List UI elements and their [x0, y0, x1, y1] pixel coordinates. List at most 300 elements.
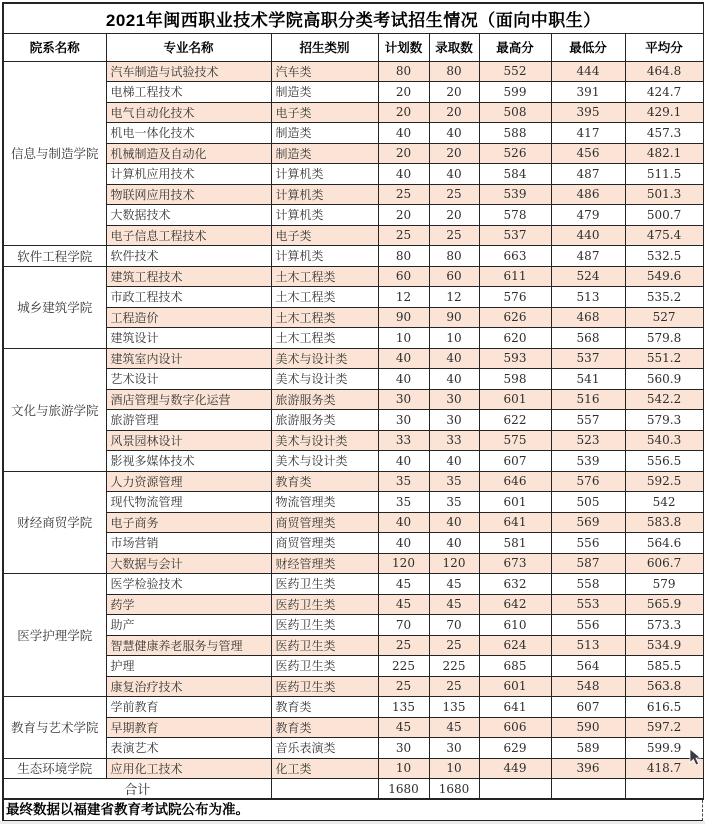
admitted-cell: 135 — [429, 697, 479, 718]
major-cell: 康复治疗技术 — [106, 676, 271, 697]
min-score-cell: 576 — [551, 471, 625, 492]
max-score-cell: 620 — [479, 328, 551, 349]
major-cell: 工程造价 — [106, 307, 271, 328]
max-score-cell: 552 — [479, 61, 551, 82]
table-row — [3, 287, 703, 308]
admitted-cell: 25 — [429, 225, 479, 246]
avg-score-cell: 464.8 — [625, 61, 703, 82]
category-cell: 电子类 — [271, 102, 378, 123]
college-cell: 生态环境学院 — [3, 758, 106, 779]
max-score-cell: 578 — [479, 205, 551, 226]
admitted-cell: 20 — [429, 205, 479, 226]
category-cell: 医药卫生类 — [271, 635, 378, 656]
plan-cell: 30 — [378, 738, 429, 759]
avg-score-cell: 573.3 — [625, 615, 703, 636]
category-cell: 制造类 — [271, 82, 378, 103]
major-cell: 机械制造及自动化 — [106, 143, 271, 164]
admitted-cell: 45 — [429, 594, 479, 615]
avg-score-cell: 579.8 — [625, 328, 703, 349]
table-row — [3, 225, 703, 246]
table-row — [3, 717, 703, 738]
category-cell: 土木工程类 — [271, 266, 378, 287]
min-score-cell: 607 — [551, 697, 625, 718]
major-cell: 药学 — [106, 594, 271, 615]
min-score-cell: 587 — [551, 553, 625, 574]
table-row — [3, 512, 703, 533]
table-row — [3, 410, 703, 431]
min-score-cell: 487 — [551, 246, 625, 267]
max-score-cell: 607 — [479, 451, 551, 472]
avg-score-cell: 527 — [625, 307, 703, 328]
col-header-max: 最高分 — [479, 33, 551, 61]
admitted-cell: 10 — [429, 758, 479, 779]
max-score-cell: 598 — [479, 369, 551, 390]
major-cell: 电子商务 — [106, 512, 271, 533]
col-header-avg: 平均分 — [625, 33, 703, 61]
min-score-cell: 590 — [551, 717, 625, 738]
admitted-cell: 40 — [429, 348, 479, 369]
plan-cell: 225 — [378, 656, 429, 677]
major-cell: 物联网应用技术 — [106, 184, 271, 205]
category-cell: 旅游服务类 — [271, 410, 378, 431]
admitted-cell: 20 — [429, 143, 479, 164]
avg-score-cell: 418.7 — [625, 758, 703, 779]
total-max-cell — [479, 779, 551, 800]
avg-score-cell: 501.3 — [625, 184, 703, 205]
header-row — [3, 33, 703, 61]
table-row — [3, 635, 703, 656]
college-cell: 信息与制造学院 — [3, 61, 106, 246]
title-row — [3, 3, 703, 33]
max-score-cell: 601 — [479, 676, 551, 697]
table-row — [3, 615, 703, 636]
max-score-cell: 646 — [479, 471, 551, 492]
plan-cell: 45 — [378, 574, 429, 595]
table-row — [3, 676, 703, 697]
category-cell: 教育类 — [271, 471, 378, 492]
min-score-cell: 440 — [551, 225, 625, 246]
max-score-cell: 622 — [479, 410, 551, 431]
table-row — [3, 451, 703, 472]
admitted-cell: 45 — [429, 717, 479, 738]
category-cell: 教育类 — [271, 717, 378, 738]
total-label-cell: 合计 — [3, 779, 271, 800]
plan-cell: 20 — [378, 205, 429, 226]
table-row — [3, 533, 703, 554]
admitted-cell: 80 — [429, 246, 479, 267]
min-score-cell: 537 — [551, 348, 625, 369]
max-score-cell: 629 — [479, 738, 551, 759]
admitted-cell: 120 — [429, 553, 479, 574]
max-score-cell: 624 — [479, 635, 551, 656]
avg-score-cell: 534.9 — [625, 635, 703, 656]
major-cell: 建筑室内设计 — [106, 348, 271, 369]
min-score-cell: 553 — [551, 594, 625, 615]
table-row — [3, 82, 703, 103]
min-score-cell: 589 — [551, 738, 625, 759]
min-score-cell: 396 — [551, 758, 625, 779]
table-row — [3, 430, 703, 451]
table-row — [3, 492, 703, 513]
plan-cell: 40 — [378, 451, 429, 472]
admitted-cell: 30 — [429, 738, 479, 759]
avg-score-cell: 585.5 — [625, 656, 703, 677]
college-cell: 医学护理学院 — [3, 574, 106, 697]
major-cell: 艺术设计 — [106, 369, 271, 390]
avg-score-cell: 500.7 — [625, 205, 703, 226]
max-score-cell: 588 — [479, 123, 551, 144]
table-row — [3, 594, 703, 615]
category-cell: 土木工程类 — [271, 287, 378, 308]
category-cell: 美术与设计类 — [271, 369, 378, 390]
avg-score-cell: 429.1 — [625, 102, 703, 123]
avg-score-cell: 542.2 — [625, 389, 703, 410]
major-cell: 市政工程技术 — [106, 287, 271, 308]
avg-score-cell: 592.5 — [625, 471, 703, 492]
max-score-cell: 642 — [479, 594, 551, 615]
max-score-cell: 601 — [479, 389, 551, 410]
category-cell: 音乐表演类 — [271, 738, 378, 759]
admission-table — [2, 2, 704, 800]
min-score-cell: 487 — [551, 164, 625, 185]
plan-cell: 20 — [378, 102, 429, 123]
major-cell: 现代物流管理 — [106, 492, 271, 513]
max-score-cell: 606 — [479, 717, 551, 738]
avg-score-cell: 556.5 — [625, 451, 703, 472]
admitted-cell: 225 — [429, 656, 479, 677]
plan-cell: 135 — [378, 697, 429, 718]
college-cell: 财经商贸学院 — [3, 471, 106, 574]
major-cell: 风景园林设计 — [106, 430, 271, 451]
table-body — [3, 61, 703, 779]
major-cell: 大数据技术 — [106, 205, 271, 226]
major-cell: 智慧健康养老服务与管理 — [106, 635, 271, 656]
min-score-cell: 505 — [551, 492, 625, 513]
min-score-cell: 568 — [551, 328, 625, 349]
table-row — [3, 389, 703, 410]
avg-score-cell: 579.3 — [625, 410, 703, 431]
plan-cell: 20 — [378, 143, 429, 164]
min-score-cell: 539 — [551, 451, 625, 472]
category-cell: 美术与设计类 — [271, 430, 378, 451]
footnote-text: 最终数据以福建省教育考试院公布为准。 — [2, 800, 703, 821]
category-cell: 美术与设计类 — [271, 348, 378, 369]
college-cell: 文化与旅游学院 — [3, 348, 106, 471]
max-score-cell: 537 — [479, 225, 551, 246]
max-score-cell: 641 — [479, 697, 551, 718]
plan-cell: 60 — [378, 266, 429, 287]
plan-cell: 70 — [378, 615, 429, 636]
table-row — [3, 184, 703, 205]
min-score-cell: 486 — [551, 184, 625, 205]
avg-score-cell: 583.8 — [625, 512, 703, 533]
avg-score-cell: 532.5 — [625, 246, 703, 267]
major-cell: 影视多媒体技术 — [106, 451, 271, 472]
major-cell: 建筑工程技术 — [106, 266, 271, 287]
table-row — [3, 758, 703, 779]
category-cell: 旅游服务类 — [271, 389, 378, 410]
plan-cell: 45 — [378, 717, 429, 738]
plan-cell: 40 — [378, 348, 429, 369]
major-cell: 大数据与会计 — [106, 553, 271, 574]
min-score-cell: 417 — [551, 123, 625, 144]
plan-cell: 30 — [378, 410, 429, 431]
max-score-cell: 599 — [479, 82, 551, 103]
min-score-cell: 556 — [551, 533, 625, 554]
min-score-cell: 513 — [551, 287, 625, 308]
avg-score-cell: 564.6 — [625, 533, 703, 554]
max-score-cell: 508 — [479, 102, 551, 123]
table-row — [3, 164, 703, 185]
college-cell: 软件工程学院 — [3, 246, 106, 267]
major-cell: 应用化工技术 — [106, 758, 271, 779]
plan-cell: 25 — [378, 676, 429, 697]
plan-cell: 35 — [378, 492, 429, 513]
admitted-cell: 25 — [429, 184, 479, 205]
table-row — [3, 143, 703, 164]
category-cell: 教育类 — [271, 697, 378, 718]
admitted-cell: 40 — [429, 533, 479, 554]
admitted-cell: 80 — [429, 61, 479, 82]
admitted-cell: 30 — [429, 410, 479, 431]
major-cell: 电气自动化技术 — [106, 102, 271, 123]
category-cell: 制造类 — [271, 143, 378, 164]
avg-score-cell: 616.5 — [625, 697, 703, 718]
avg-score-cell: 599.9 — [625, 738, 703, 759]
major-cell: 表演艺术 — [106, 738, 271, 759]
col-header-category: 招生类别 — [271, 33, 378, 61]
avg-score-cell: 560.9 — [625, 369, 703, 390]
major-cell: 电梯工程技术 — [106, 82, 271, 103]
category-cell: 商贸管理类 — [271, 512, 378, 533]
table-row — [3, 123, 703, 144]
category-cell: 制造类 — [271, 123, 378, 144]
table-row — [3, 307, 703, 328]
max-score-cell: 576 — [479, 287, 551, 308]
major-cell: 建筑设计 — [106, 328, 271, 349]
min-score-cell: 541 — [551, 369, 625, 390]
min-score-cell: 556 — [551, 615, 625, 636]
category-cell: 汽车类 — [271, 61, 378, 82]
college-cell: 教育与艺术学院 — [3, 697, 106, 759]
total-plan-cell: 1680 — [378, 779, 429, 800]
category-cell: 医药卫生类 — [271, 574, 378, 595]
major-cell: 计算机应用技术 — [106, 164, 271, 185]
max-score-cell: 673 — [479, 553, 551, 574]
max-score-cell: 632 — [479, 574, 551, 595]
avg-score-cell: 475.4 — [625, 225, 703, 246]
category-cell: 计算机类 — [271, 184, 378, 205]
min-score-cell: 524 — [551, 266, 625, 287]
plan-cell: 90 — [378, 307, 429, 328]
category-cell: 医药卫生类 — [271, 615, 378, 636]
major-cell: 医学检验技术 — [106, 574, 271, 595]
category-cell: 土木工程类 — [271, 307, 378, 328]
col-header-admitted: 录取数 — [429, 33, 479, 61]
min-score-cell: 479 — [551, 205, 625, 226]
total-min-cell — [551, 779, 625, 800]
avg-score-cell: 606.7 — [625, 553, 703, 574]
major-cell: 护理 — [106, 656, 271, 677]
category-cell: 财经管理类 — [271, 553, 378, 574]
plan-cell: 40 — [378, 533, 429, 554]
min-score-cell: 391 — [551, 82, 625, 103]
category-cell: 计算机类 — [271, 205, 378, 226]
major-cell: 旅游管理 — [106, 410, 271, 431]
avg-score-cell: 540.3 — [625, 430, 703, 451]
max-score-cell: 663 — [479, 246, 551, 267]
table-row — [3, 738, 703, 759]
table-row — [3, 656, 703, 677]
plan-cell: 33 — [378, 430, 429, 451]
plan-cell: 45 — [378, 594, 429, 615]
avg-score-cell: 457.3 — [625, 123, 703, 144]
admitted-cell: 20 — [429, 82, 479, 103]
min-score-cell: 557 — [551, 410, 625, 431]
major-cell: 市场营销 — [106, 533, 271, 554]
admitted-cell: 40 — [429, 369, 479, 390]
major-cell: 学前教育 — [106, 697, 271, 718]
max-score-cell: 685 — [479, 656, 551, 677]
col-header-plan: 计划数 — [378, 33, 429, 61]
admitted-cell: 60 — [429, 266, 479, 287]
min-score-cell: 444 — [551, 61, 625, 82]
major-cell: 软件技术 — [106, 246, 271, 267]
category-cell: 计算机类 — [271, 164, 378, 185]
min-score-cell: 548 — [551, 676, 625, 697]
max-score-cell: 449 — [479, 758, 551, 779]
plan-cell: 10 — [378, 758, 429, 779]
major-cell: 助产 — [106, 615, 271, 636]
category-cell: 电子类 — [271, 225, 378, 246]
category-cell: 医药卫生类 — [271, 676, 378, 697]
major-cell: 人力资源管理 — [106, 471, 271, 492]
plan-cell: 80 — [378, 246, 429, 267]
admitted-cell: 40 — [429, 164, 479, 185]
category-cell: 计算机类 — [271, 246, 378, 267]
max-score-cell: 641 — [479, 512, 551, 533]
max-score-cell: 575 — [479, 430, 551, 451]
admitted-cell: 12 — [429, 287, 479, 308]
max-score-cell: 601 — [479, 492, 551, 513]
admitted-cell: 20 — [429, 102, 479, 123]
avg-score-cell: 549.6 — [625, 266, 703, 287]
admitted-cell: 30 — [429, 389, 479, 410]
admitted-cell: 40 — [429, 451, 479, 472]
total-category-cell — [271, 779, 378, 800]
admitted-cell: 35 — [429, 471, 479, 492]
admitted-cell: 10 — [429, 328, 479, 349]
max-score-cell: 526 — [479, 143, 551, 164]
plan-cell: 40 — [378, 164, 429, 185]
category-cell: 土木工程类 — [271, 328, 378, 349]
plan-cell: 40 — [378, 512, 429, 533]
category-cell: 化工类 — [271, 758, 378, 779]
plan-cell: 120 — [378, 553, 429, 574]
page-title: 2021年闽西职业技术学院高职分类考试招生情况（面向中职生） — [3, 3, 703, 33]
category-cell: 医药卫生类 — [271, 656, 378, 677]
min-score-cell: 523 — [551, 430, 625, 451]
admitted-cell: 45 — [429, 574, 479, 595]
major-cell: 酒店管理与数字化运营 — [106, 389, 271, 410]
plan-cell: 20 — [378, 82, 429, 103]
avg-score-cell: 565.9 — [625, 594, 703, 615]
col-header-college: 院系名称 — [3, 33, 106, 61]
total-avg-cell — [625, 779, 703, 800]
max-score-cell: 593 — [479, 348, 551, 369]
category-cell: 美术与设计类 — [271, 451, 378, 472]
total-row — [3, 779, 703, 800]
category-cell: 医药卫生类 — [271, 594, 378, 615]
min-score-cell: 558 — [551, 574, 625, 595]
college-cell: 城乡建筑学院 — [3, 266, 106, 348]
admitted-cell: 40 — [429, 123, 479, 144]
avg-score-cell: 551.2 — [625, 348, 703, 369]
avg-score-cell: 563.8 — [625, 676, 703, 697]
table-row — [3, 369, 703, 390]
table-row — [3, 471, 703, 492]
plan-cell: 12 — [378, 287, 429, 308]
avg-score-cell: 597.2 — [625, 717, 703, 738]
avg-score-cell: 542 — [625, 492, 703, 513]
table-row — [3, 61, 703, 82]
major-cell: 早期教育 — [106, 717, 271, 738]
plan-cell: 80 — [378, 61, 429, 82]
major-cell: 汽车制造与试验技术 — [106, 61, 271, 82]
table-row — [3, 266, 703, 287]
plan-cell: 40 — [378, 123, 429, 144]
admitted-cell: 90 — [429, 307, 479, 328]
max-score-cell: 626 — [479, 307, 551, 328]
avg-score-cell: 535.2 — [625, 287, 703, 308]
min-score-cell: 456 — [551, 143, 625, 164]
max-score-cell: 584 — [479, 164, 551, 185]
plan-cell: 25 — [378, 184, 429, 205]
min-score-cell: 564 — [551, 656, 625, 677]
avg-score-cell: 424.7 — [625, 82, 703, 103]
plan-cell: 10 — [378, 328, 429, 349]
admitted-cell: 25 — [429, 635, 479, 656]
admitted-cell: 25 — [429, 676, 479, 697]
admitted-cell: 33 — [429, 430, 479, 451]
min-score-cell: 513 — [551, 635, 625, 656]
avg-score-cell: 579 — [625, 574, 703, 595]
plan-cell: 25 — [378, 225, 429, 246]
table-row — [3, 205, 703, 226]
col-header-min: 最低分 — [551, 33, 625, 61]
plan-cell: 25 — [378, 635, 429, 656]
max-score-cell: 610 — [479, 615, 551, 636]
plan-cell: 30 — [378, 389, 429, 410]
major-cell: 机电一体化技术 — [106, 123, 271, 144]
min-score-cell: 468 — [551, 307, 625, 328]
total-admitted-cell: 1680 — [429, 779, 479, 800]
admitted-cell: 35 — [429, 492, 479, 513]
min-score-cell: 569 — [551, 512, 625, 533]
plan-cell: 35 — [378, 471, 429, 492]
min-score-cell: 516 — [551, 389, 625, 410]
max-score-cell: 581 — [479, 533, 551, 554]
plan-cell: 40 — [378, 369, 429, 390]
category-cell: 物流管理类 — [271, 492, 378, 513]
admitted-cell: 40 — [429, 512, 479, 533]
table-row — [3, 246, 703, 267]
col-header-major: 专业名称 — [106, 33, 271, 61]
min-score-cell: 395 — [551, 102, 625, 123]
table-row — [3, 553, 703, 574]
max-score-cell: 539 — [479, 184, 551, 205]
table-row — [3, 697, 703, 718]
